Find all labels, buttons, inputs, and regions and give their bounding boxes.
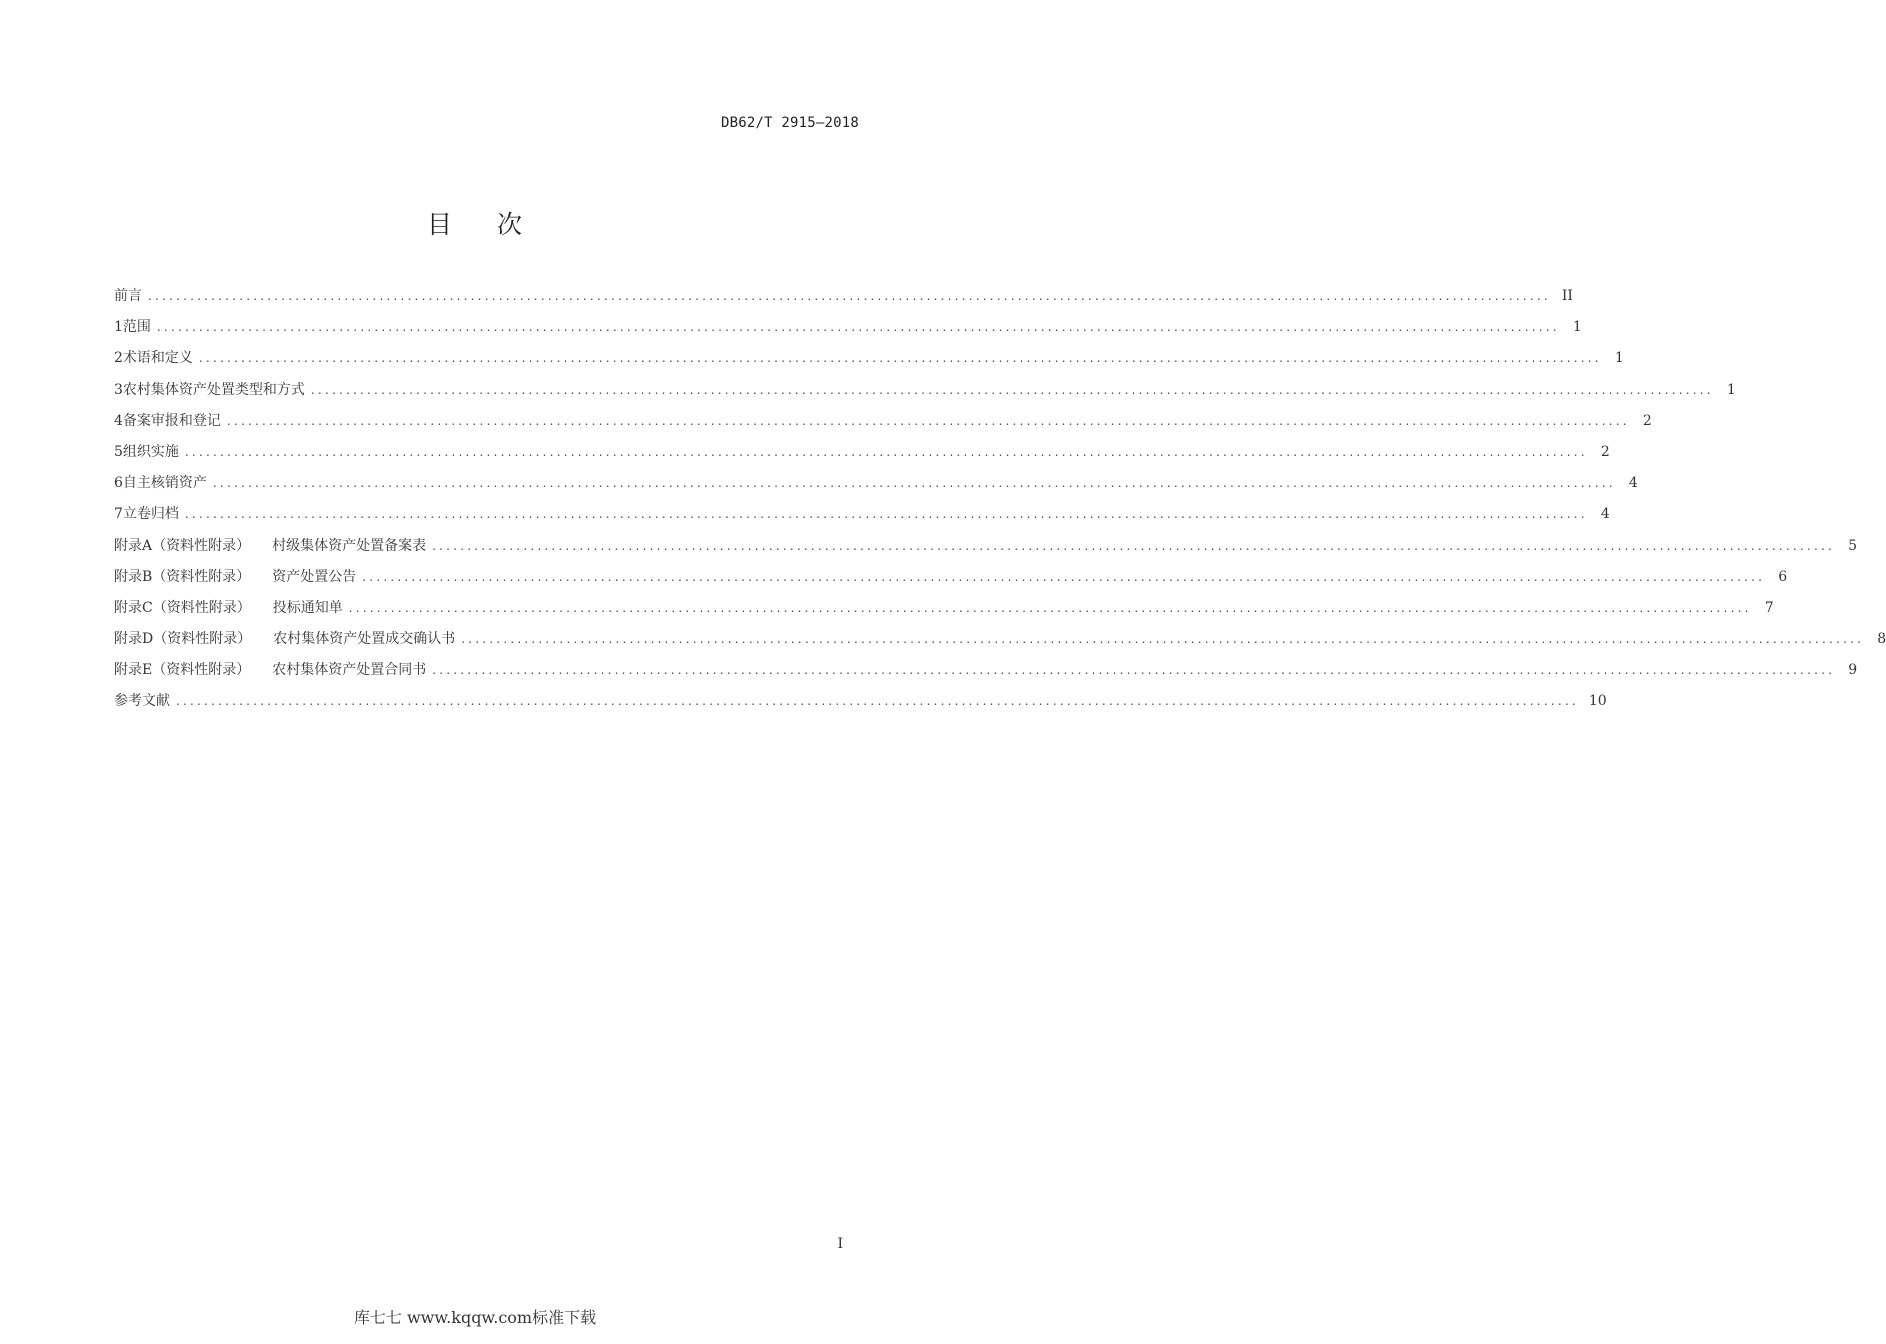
appendix-title: 投标通知单: [272, 599, 343, 616]
toc-entry-5[interactable]: [114, 441, 1610, 472]
toc-entry-page: 8: [1877, 631, 1886, 648]
leader-dots: ........................................................................................................................................................................................................: [362, 569, 1766, 584]
toc-entry-label: 备案审报和登记: [122, 412, 221, 429]
toc-entry-label: 自主核销资产: [122, 475, 207, 492]
toc-entry-appendix-b[interactable]: [114, 566, 1788, 597]
toc-entry-page: 1: [1572, 319, 1582, 336]
appendix-label: 附录C（资料性附录）: [114, 599, 251, 616]
toc-entry-appendix-e[interactable]: [114, 659, 1858, 690]
toc-entry-appendix-a[interactable]: [114, 535, 1858, 566]
leader-dots: ........................................................................................................................................................................................................: [148, 289, 1551, 303]
leader-dots: ........................................................................................................................................................................................................: [226, 413, 1630, 428]
toc-entry-page: 4: [1628, 475, 1638, 492]
toc-entry-label: 立卷归档: [122, 506, 179, 523]
leader-dots: ........................................................................................................................................................................................................: [461, 632, 1865, 647]
toc-entry-6[interactable]: [114, 472, 1638, 503]
appendix-title: 农村集体资产处置合同书: [272, 662, 427, 679]
toc-entry-page: 2: [1600, 443, 1610, 460]
toc-entry-3[interactable]: [114, 379, 1736, 410]
appendix-label: 附录B（资料性附录）: [114, 568, 251, 585]
leader-dots: ........................................................................................................................................................................................................: [198, 351, 1602, 366]
toc-entry-page: 6: [1778, 568, 1788, 585]
toc-entry-page: 5: [1848, 537, 1858, 554]
leader-dots: ........................................................................................................................................................................................................: [212, 476, 1616, 491]
toc-entry-page: 2: [1642, 412, 1652, 429]
toc-entry-number: 5: [114, 443, 123, 460]
toc-entry-appendix-d[interactable]: [114, 628, 1886, 659]
appendix-title: 资产处置公告: [272, 568, 357, 585]
page-number: I: [837, 1236, 843, 1252]
toc-entry-page: II: [1561, 288, 1573, 304]
toc-entry-label: 参考文献: [114, 693, 170, 710]
page-title: [0, 205, 950, 241]
toc-entry-page: 4: [1600, 506, 1610, 523]
appendix-label: 附录E（资料性附录）: [114, 662, 251, 679]
leader-dots: ........................................................................................................................................................................................................: [432, 538, 1836, 553]
toc-entry-2[interactable]: [114, 347, 1624, 378]
toc-entry-label: 前言: [114, 288, 142, 304]
toc-entry-number: 7: [114, 506, 123, 523]
toc-entry-label: 农村集体资产处置类型和方式: [122, 381, 305, 398]
appendix-label: 附录A（资料性附录）: [114, 537, 251, 554]
toc-entry-page: 1: [1726, 381, 1736, 398]
leader-dots: ........................................................................................................................................................................................................: [156, 320, 1560, 335]
leader-dots: ........................................................................................................................................................................................................: [176, 694, 1579, 709]
toc-entry-number: 2: [114, 350, 123, 367]
toc-entry-label: 术语和定义: [122, 350, 193, 367]
toc-entry-page: 10: [1588, 693, 1607, 710]
toc-entry-references[interactable]: [114, 690, 1607, 721]
toc-entry-label: 组织实施: [122, 443, 179, 460]
appendix-title: 农村集体资产处置成交确认书: [273, 631, 456, 648]
footer-watermark: 库七七 www.kqqw.com标准下载: [353, 1308, 597, 1327]
appendix-title: 村级集体资产处置备案表: [272, 537, 427, 554]
toc-entry-appendix-c[interactable]: [114, 597, 1774, 628]
leader-dots: ........................................................................................................................................................................................................: [184, 507, 1588, 522]
toc-entry-label: 范围: [122, 319, 151, 336]
toc-entry-page: 1: [1614, 350, 1624, 367]
toc-entry-number: 4: [114, 412, 123, 429]
toc-entry-page: 7: [1764, 599, 1774, 616]
standard-code: DB62/T 2915—2018: [720, 115, 859, 131]
toc-entry-number: 6: [114, 475, 123, 492]
toc-entry-1[interactable]: [114, 316, 1582, 347]
toc-entry-7[interactable]: [114, 503, 1610, 534]
leader-dots: ........................................................................................................................................................................................................: [432, 663, 1836, 678]
leader-dots: ........................................................................................................................................................................................................: [310, 382, 1714, 397]
title-char-2: 次: [497, 210, 524, 239]
leader-dots: ........................................................................................................................................................................................................: [348, 600, 1752, 615]
toc-entry-page: 9: [1848, 662, 1858, 679]
leader-dots: ........................................................................................................................................................................................................: [184, 444, 1588, 459]
table-of-contents: [114, 285, 1886, 722]
appendix-label: 附录D（资料性附录）: [114, 631, 252, 648]
toc-entry-number: 3: [114, 381, 123, 398]
toc-entry-number: 1: [114, 319, 123, 336]
toc-entry-preface[interactable]: [114, 285, 1573, 316]
title-char-1: 目: [426, 210, 453, 239]
toc-entry-4[interactable]: [114, 410, 1652, 441]
